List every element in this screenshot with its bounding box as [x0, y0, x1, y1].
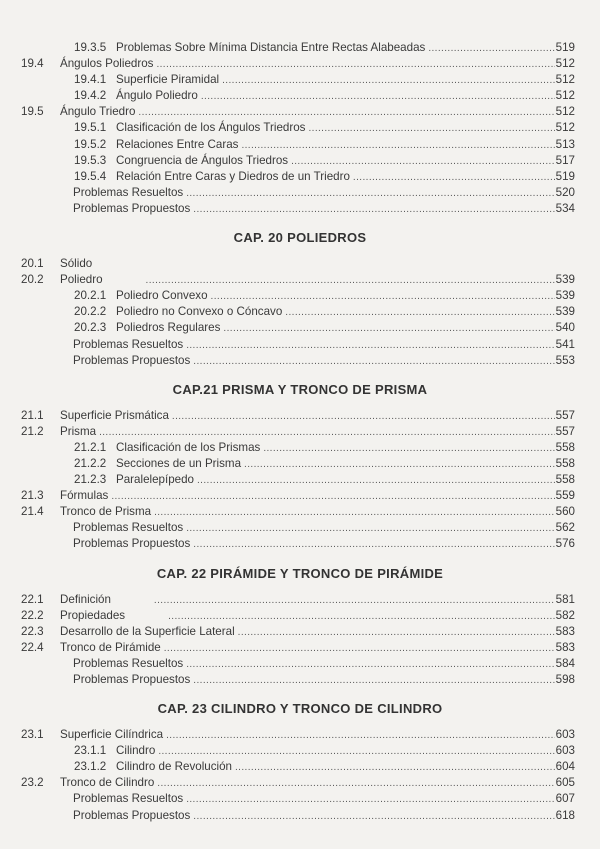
toc-entry[interactable]: [0, 320, 600, 336]
entry-number: 19.4.2: [74, 89, 107, 103]
entry-number: 23.1: [21, 728, 44, 742]
dot-leader: [223, 321, 555, 337]
dot-leader: [168, 609, 555, 625]
toc-entry[interactable]: [0, 424, 600, 440]
entry-title: Fórmulas: [60, 489, 109, 503]
entry-title: Sólido: [60, 257, 93, 271]
dot-leader: [201, 89, 555, 105]
entry-number: 22.2: [21, 608, 44, 622]
page-number: 560: [555, 505, 575, 519]
toc-entry[interactable]: [0, 791, 600, 807]
dot-leader: [158, 744, 555, 760]
entry-number: 21.3: [21, 489, 44, 503]
entry-title: Relaciones Entre Caras: [116, 137, 239, 151]
page-number: 512: [555, 105, 575, 119]
page-number: 598: [555, 673, 575, 686]
dot-leader: [166, 728, 555, 744]
toc-entry[interactable]: [0, 56, 600, 72]
entry-number: 21.2: [21, 424, 44, 438]
entry-number: 22.3: [21, 624, 44, 638]
toc-section: [0, 40, 600, 217]
page-number: 541: [555, 337, 575, 351]
toc-entry[interactable]: [0, 304, 600, 320]
entry-number: 19.5: [21, 105, 44, 119]
entry-number: 21.2.1: [74, 440, 107, 454]
entry-title: Problemas Sobre Mínima Distancia Entre Rectas Alabeadas: [116, 41, 426, 54]
dot-leader: [193, 673, 555, 689]
toc-entry[interactable]: [0, 536, 600, 552]
dot-leader: [186, 521, 555, 537]
page-number: 562: [555, 521, 575, 535]
page-number: 519: [555, 41, 575, 54]
dot-leader: [263, 441, 555, 457]
entry-number: 22.4: [21, 640, 44, 654]
page-number: 603: [555, 728, 575, 742]
page-number: 582: [555, 608, 575, 622]
toc-entry[interactable]: [0, 201, 600, 217]
entry-title: Ángulo Poliedro: [116, 89, 198, 103]
entry-number: 19.5.3: [74, 153, 107, 167]
dot-leader: [197, 473, 555, 489]
page-number: 539: [555, 273, 575, 287]
entry-number: 19.5.1: [74, 121, 107, 135]
entry-number: 19.4: [21, 57, 44, 71]
table-of-contents: [0, 40, 600, 824]
page-number: 512: [555, 89, 575, 103]
entry-title: Tronco de Cilindro: [60, 776, 155, 790]
toc-entry[interactable]: [0, 808, 600, 824]
toc-entry[interactable]: [0, 640, 600, 656]
toc-entry[interactable]: [0, 672, 600, 688]
toc-entry[interactable]: [0, 759, 600, 775]
page-number: 540: [555, 321, 575, 335]
toc-entry[interactable]: [0, 592, 600, 608]
dot-leader: [186, 338, 555, 354]
toc-entry[interactable]: [0, 153, 600, 169]
dot-leader: [222, 73, 555, 89]
dot-leader: [164, 641, 555, 657]
entry-title: Paralelepípedo: [116, 473, 194, 487]
chapter-heading: CAP. 23 CILINDRO Y TRONCO DE CILINDRO: [157, 701, 443, 717]
entry-title: Problemas Resueltos: [73, 656, 184, 670]
page-number: 553: [555, 353, 575, 367]
page-number: 581: [555, 592, 575, 606]
page-number: 607: [555, 792, 575, 806]
dot-leader: [193, 202, 555, 218]
page-number: 583: [555, 624, 575, 638]
entry-number: 20.2.2: [74, 305, 107, 319]
toc-entry[interactable]: [0, 104, 600, 120]
entry-title: Relación Entre Caras y Diedros de un Triedro: [116, 169, 350, 183]
page-number: 519: [555, 169, 575, 183]
page-number: 584: [555, 656, 575, 670]
entry-title: Ángulos Poliedros: [60, 57, 154, 71]
dot-leader: [157, 776, 555, 792]
page-number: 605: [555, 776, 575, 790]
toc-section: [0, 697, 600, 824]
toc-entry[interactable]: [0, 520, 600, 536]
toc-entry[interactable]: [0, 440, 600, 456]
entry-title: Tronco de Pirámide: [60, 640, 161, 654]
dot-leader: [138, 105, 555, 121]
dot-leader: [291, 154, 555, 170]
dot-leader: [146, 273, 555, 289]
entry-number: 19.5.2: [74, 137, 107, 151]
toc-entry[interactable]: [0, 656, 600, 672]
toc-entry[interactable]: [0, 743, 600, 759]
entry-title: Clasificación de los Ángulos Triedros: [116, 121, 306, 135]
dot-leader: [186, 657, 555, 673]
page-number: 512: [555, 121, 575, 135]
toc-entry[interactable]: [0, 72, 600, 88]
dot-leader: [241, 138, 555, 154]
entry-number: 19.3.5: [74, 41, 107, 54]
entry-number: 23.1.1: [74, 744, 107, 758]
page-number: 558: [555, 456, 575, 470]
page-number: 517: [555, 153, 575, 167]
toc-entry[interactable]: [0, 272, 600, 288]
toc-entry[interactable]: [0, 88, 600, 104]
entry-title: Tronco de Prisma: [60, 505, 152, 519]
entry-title: Poliedro no Convexo o Cóncavo: [116, 305, 283, 319]
page-number: 604: [555, 760, 575, 774]
toc-entry[interactable]: [0, 775, 600, 791]
dot-leader: [154, 505, 555, 521]
dot-leader: [172, 409, 555, 425]
dot-leader: [154, 593, 555, 609]
entry-title: Clasificación de los Prismas: [116, 440, 261, 454]
dot-leader: [156, 57, 555, 73]
toc-entry[interactable]: [0, 353, 600, 369]
toc-entry[interactable]: [0, 256, 600, 272]
toc-entry[interactable]: [0, 185, 600, 201]
dot-leader: [186, 792, 555, 808]
toc-entry[interactable]: [0, 288, 600, 304]
page-number: 557: [555, 424, 575, 438]
page-number: 558: [555, 473, 575, 487]
toc-entry[interactable]: [0, 608, 600, 624]
page-number: 603: [555, 744, 575, 758]
toc-section: [0, 562, 600, 689]
toc-section: [0, 226, 600, 369]
entry-title: Poliedros Regulares: [116, 321, 221, 335]
page-number: 539: [555, 305, 575, 319]
dot-leader: [353, 170, 555, 186]
dot-leader: [193, 809, 555, 825]
entry-number: 20.2: [21, 273, 44, 287]
entry-title: Poliedro: [60, 273, 103, 287]
entry-title: Cilindro: [116, 744, 156, 758]
entry-number: 22.1: [21, 592, 44, 606]
dot-leader: [285, 305, 555, 321]
entry-title: Problemas Propuestos: [73, 808, 191, 822]
toc-entry[interactable]: [0, 456, 600, 472]
page-number: 513: [555, 137, 575, 151]
page-number: 520: [555, 185, 575, 199]
entry-number: 19.5.4: [74, 169, 107, 183]
entry-title: Problemas Resueltos: [73, 521, 184, 535]
entry-number: 19.4.1: [74, 73, 107, 87]
chapter-heading: CAP. 20 POLIEDROS: [233, 230, 367, 246]
entry-number: 21.2.2: [74, 456, 107, 470]
entry-title: Problemas Resueltos: [73, 792, 184, 806]
entry-title: Superficie Cilíndrica: [60, 728, 164, 742]
entry-title: Problemas Propuestos: [73, 537, 191, 551]
toc-entry[interactable]: [0, 472, 600, 488]
dot-leader: [193, 354, 555, 370]
entry-title: Prisma: [60, 424, 97, 438]
entry-title: Secciones de un Prisma: [116, 456, 242, 470]
page-number: 558: [555, 440, 575, 454]
dot-leader: [186, 186, 555, 202]
toc-entry[interactable]: [0, 504, 600, 520]
entry-number: 20.2.3: [74, 321, 107, 335]
toc-entry[interactable]: [0, 727, 600, 743]
dot-leader: [193, 537, 555, 553]
entry-number: 21.1: [21, 408, 44, 422]
chapter-heading: CAP.21 PRISMA Y TRONCO DE PRISMA: [172, 381, 428, 397]
entry-title: Problemas Propuestos: [73, 673, 191, 686]
entry-title: Superficie Piramidal: [116, 73, 220, 87]
entry-title: Cilindro de Revolución: [116, 760, 232, 774]
entry-title: Propiedades: [60, 608, 126, 622]
entry-number: 23.1.2: [74, 760, 107, 774]
toc-entry[interactable]: [0, 40, 600, 56]
entry-title: Definición: [60, 592, 111, 606]
dot-leader: [308, 121, 555, 137]
toc-entry[interactable]: [0, 337, 600, 353]
toc-entry[interactable]: [0, 488, 600, 504]
page-number: 559: [555, 489, 575, 503]
entry-title: Superficie Prismática: [60, 408, 169, 422]
page-number: 583: [555, 640, 575, 654]
entry-number: 21.2.3: [74, 473, 107, 487]
toc-entry[interactable]: [0, 137, 600, 153]
toc-entry[interactable]: [0, 624, 600, 640]
page-number: 557: [555, 408, 575, 422]
entry-number: 23.2: [21, 776, 44, 790]
toc-entry[interactable]: [0, 169, 600, 185]
page-number: 576: [555, 537, 575, 551]
entry-title: Problemas Resueltos: [73, 337, 184, 351]
dot-leader: [211, 289, 555, 305]
toc-entry[interactable]: [0, 120, 600, 136]
chapter-heading: CAP. 22 PIRÁMIDE Y TRONCO DE PIRÁMIDE: [156, 565, 444, 581]
toc-entry[interactable]: [0, 408, 600, 424]
page-number: 539: [555, 289, 575, 303]
entry-number: 21.4: [21, 505, 44, 519]
entry-title: Problemas Resueltos: [73, 185, 184, 199]
page-number: 512: [555, 73, 575, 87]
dot-leader: [428, 41, 555, 57]
toc-section: [0, 378, 600, 553]
page-number: 618: [555, 808, 575, 822]
entry-number: 20.1: [21, 257, 44, 271]
dot-leader: [235, 760, 555, 776]
dot-leader: [238, 625, 555, 641]
entry-title: Problemas Propuestos: [73, 353, 191, 367]
dot-leader: [244, 457, 555, 473]
page-number: 534: [555, 201, 575, 215]
dot-leader: [111, 489, 555, 505]
page-number: 512: [555, 57, 575, 71]
entry-number: 20.2.1: [74, 289, 107, 303]
entry-title: Ángulo Triedro: [60, 105, 136, 119]
entry-title: Desarrollo de la Superficie Lateral: [60, 624, 235, 638]
entry-title: Problemas Propuestos: [73, 201, 191, 215]
entry-title: Congruencia de Ángulos Triedros: [116, 153, 289, 167]
dot-leader: [99, 425, 555, 441]
entry-title: Poliedro Convexo: [116, 289, 208, 303]
